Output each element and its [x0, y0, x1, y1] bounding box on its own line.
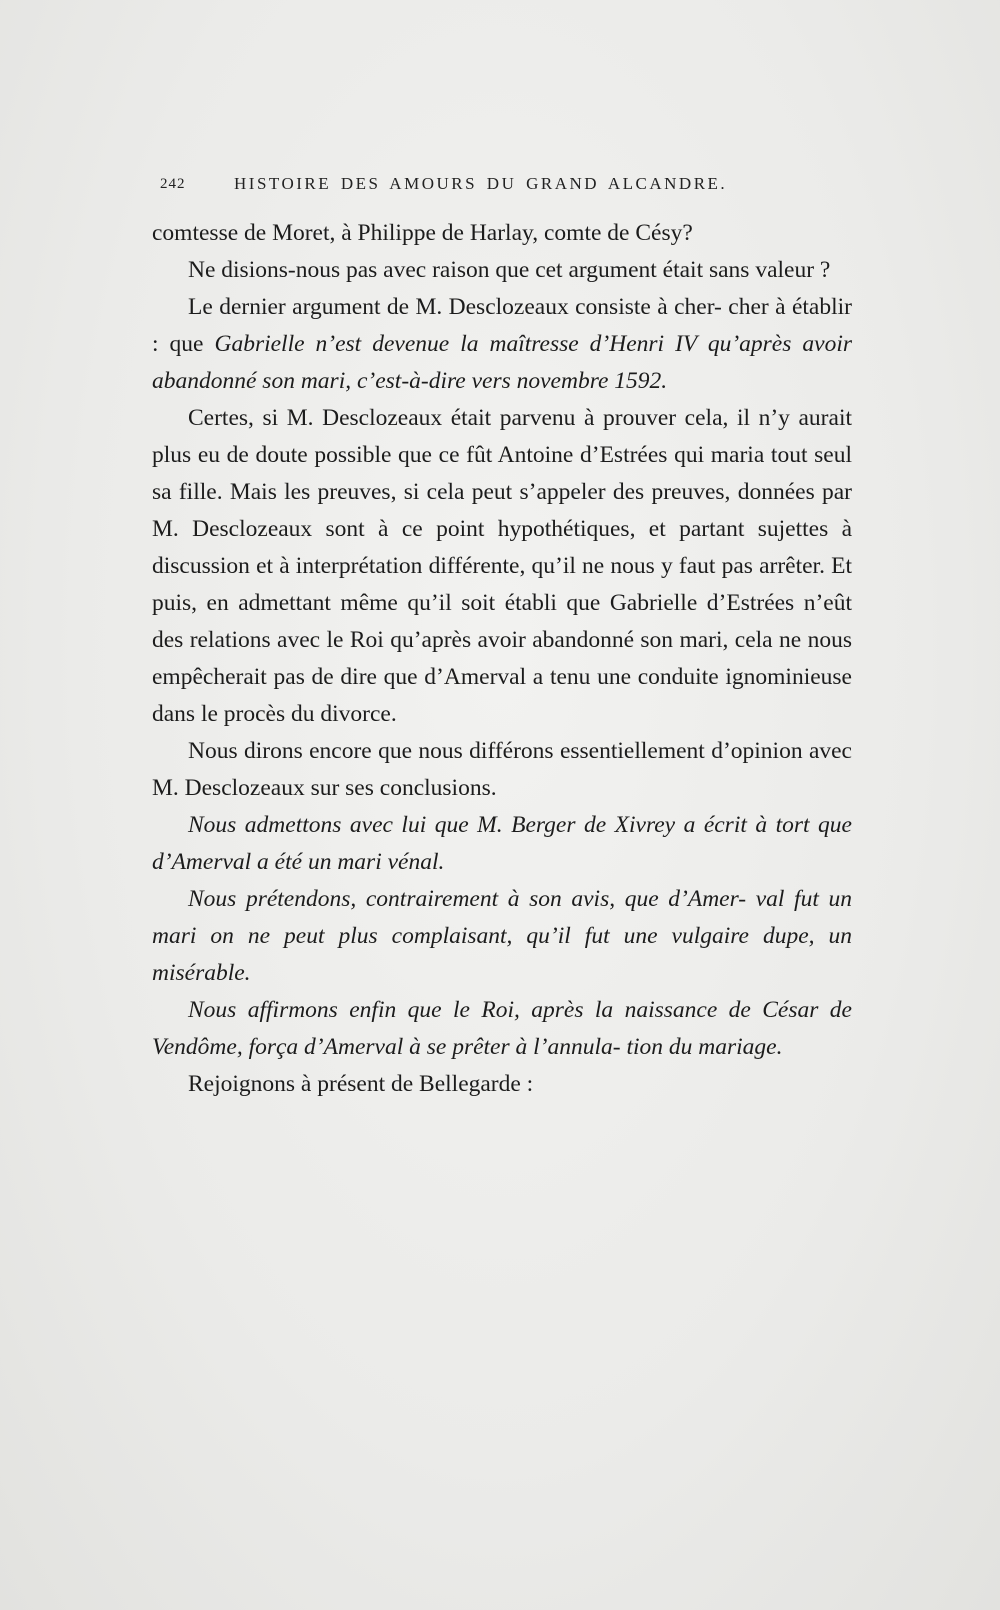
- paragraph: Rejoignons à présent de Bellegarde :: [188, 1071, 534, 1097]
- paragraph-italic: [152, 881, 852, 992]
- paragraph-continuation: comtesse de Moret, à Philippe de Harlay, comte de Césy?: [152, 220, 693, 246]
- italic-text: Nous admettons avec lui que M. Berger de Xivrey a écrit à tort que d’Amerval a été un mari vénal.: [152, 812, 852, 875]
- page-body: [152, 215, 852, 1103]
- italic-quote: Gabrielle n’est devenue la maîtresse d’Henri IV qu’après avoir abandonné son mari, c’est-à-dire vers novembre 1592.: [152, 331, 852, 394]
- paragraph-italic: [152, 992, 852, 1066]
- paragraph: [152, 289, 852, 400]
- paragraph: Nous dirons encore que nous différons essentiellement d’opinion avec M. Desclozeaux sur ses conclusions.: [152, 738, 852, 801]
- running-title: HISTOIRE DES AMOURS DU GRAND ALCANDRE.: [234, 174, 728, 193]
- page-number: 242: [160, 176, 186, 192]
- paragraph: Certes, si M. Desclozeaux était parvenu à prouver cela, il n’y aurait plus eu de doute possible que ce fût Antoine d’Estrées qui maria tout seul sa fille. Mais les preuves, si cela peut s’appeler des preuves, données par M. Desclozeaux sont à ce point hypothétiques, et partant sujettes à discussion et à interprétation différente, qu’il ne nous y faut pas arrêter. Et puis, en admettant même qu’il soit établi que Gabrielle d’Estrées n’eût des relations avec le Roi qu’après avoir abandonné son mari, cela ne nous empêcherait pas de dire que d’Amerval a tenu une conduite ignominieuse dans le procès du divorce.: [152, 405, 852, 727]
- italic-text: Nous affirmons enfin que le Roi, après la naissance de César de Vendôme, força d’Amerval à se prêter à l’annula- tion du mariage.: [152, 997, 852, 1060]
- paragraph-italic: [152, 807, 852, 881]
- paragraph-text: Le dernier argument de M. Desclozeaux consiste à cher- cher à établir : que: [152, 294, 852, 357]
- paragraph: Ne disions-nous pas avec raison que cet argument était sans valeur ?: [188, 257, 831, 283]
- page-header: [160, 174, 860, 200]
- italic-text: Nous prétendons, contrairement à son avis, que d’Amer- val fut un mari on ne peut plus complaisant, qu’il fut une vulgaire dupe, un misérable.: [152, 886, 852, 986]
